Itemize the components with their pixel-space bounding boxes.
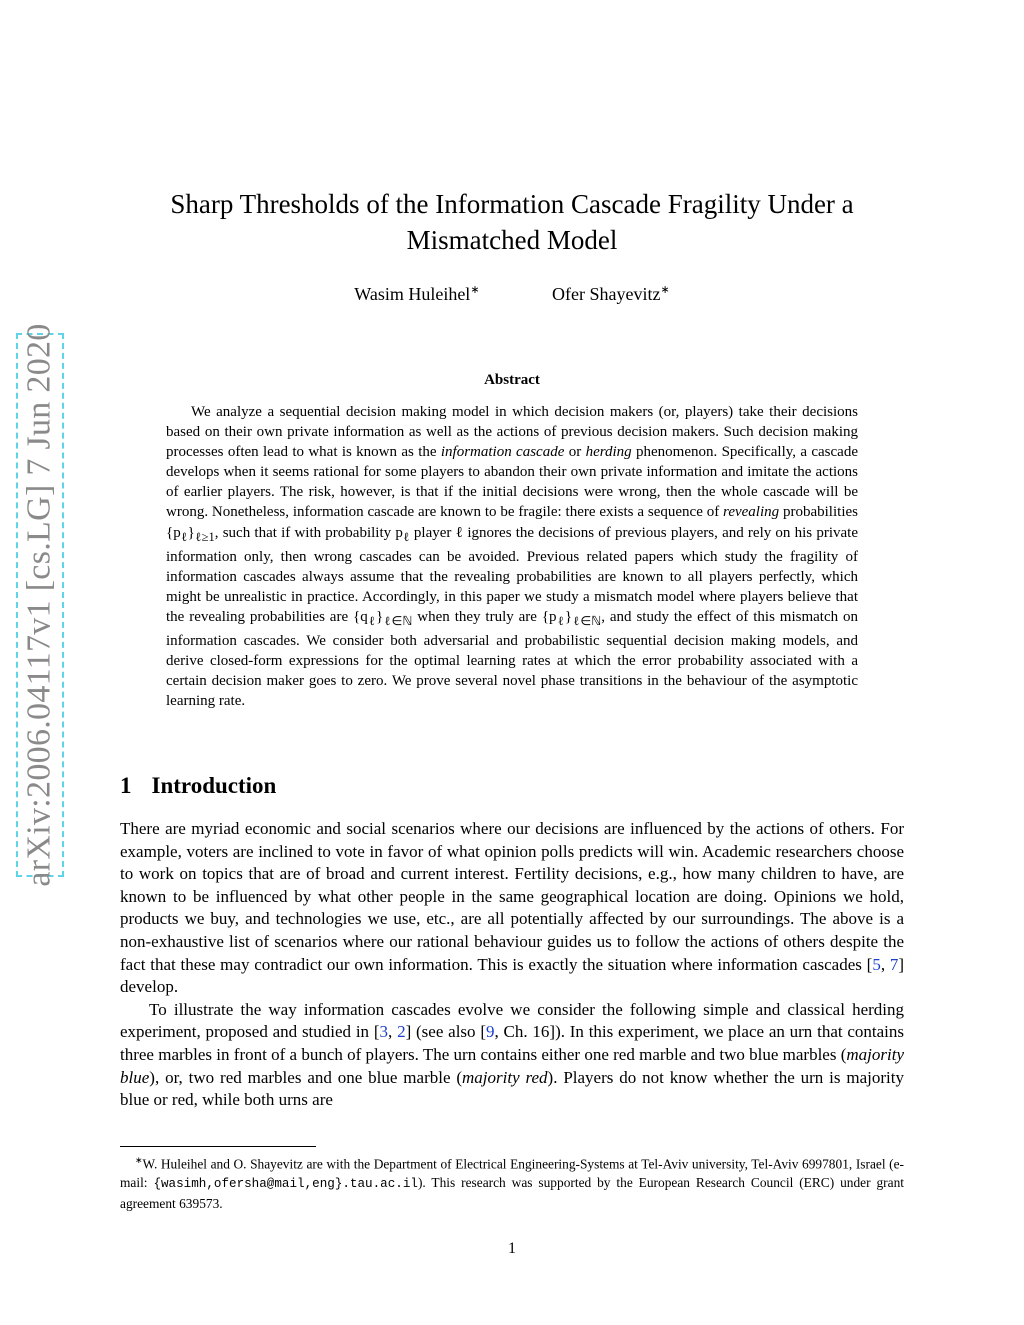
introduction-body: [120, 818, 904, 1112]
footnote: ∗W. Huleihel and O. Shayevitz are with the Department of Electrical Engineering-Systems at Tel-Aviv university, Tel-Aviv 6997801, Israel (e-mail: {wasimh,ofersha@mail,eng}.tau.ac.il). This research was supported by the European Research Council (ERC) under grant agreement 639573.: [120, 1155, 904, 1212]
intro-paragraph-2: To illustrate the way information cascades evolve we consider the following simple and classical herding experiment, proposed and studied in [3, 2] (see also [9, Ch. 16]). In this experiment, we place an urn that contains three marbles in front of a bunch of players. The urn contains either one red marble and two blue marbles (majority blue), or, two red marbles and one blue marble (majority red). Players do not know whether the urn is majority blue or red, while both urns are: [120, 999, 905, 1110]
citation-link[interactable]: 5: [872, 954, 881, 974]
arxiv-identifier: arXiv:2006.04117v1 [cs.LG] 7 Jun 2020: [21, 323, 58, 887]
abstract-heading: Abstract: [484, 372, 540, 388]
author: [552, 283, 670, 305]
email-address: {wasimh,ofersha@mail,eng}.tau.ac.il: [153, 1177, 418, 1192]
paper-title: [120, 186, 904, 258]
section-number: 1: [120, 773, 132, 798]
affiliation-mark: ∗: [470, 284, 480, 296]
footnote-divider: [120, 1146, 316, 1147]
citation-link[interactable]: 3: [379, 1022, 389, 1042]
title-line-2: Mismatched Model: [406, 225, 618, 255]
intro-paragraph-1: There are myriad economic and social scenarios where our decisions are influenced by the actions of others. For example, voters are inclined to vote in favor of what opinion polls predicts will win. Academic researchers choose to work on topics that are of broad and current interest. Fertility decisions, e.g., how many children to have, are known to be influenced by what other people in the same geographical location are doing. Opinions we hold, products we buy, and technologies we use, etc., are all potentially affected by our surroundings. The above is a non-exhaustive list of scenarios where our rational behaviour guides us to follow the actions of others despite the fact that these may contradict our own information. This is exactly the situation where information cascades [5, 7] develop.: [120, 819, 904, 997]
arxiv-stamp: [16, 323, 64, 887]
abstract-text: We analyze a sequential decision making model in which decision makers (or, players) take their decisions based on their own private information as well as the actions of previous decision makers. Such decision making processes often lead to what is known as the information cascade or herding phenomenon. Specifically, a cascade develops when it seems rational for some players to abandon their own private information and imitate the actions of earlier players. The risk, however, is that if the initial decisions were wrong, then the whole cascade will be wrong. Nonetheless, information cascade are known to be fragile: there exists a sequence of revealing probabilities $\{p_\ell\}_{\ell\ge 1}$, such that if with probability $p_\ell$ player ℓ ignores the decisions of previous players, and rely on his private information only, then wrong cascades can be avoided. Previous related papers which study the fragility of information cascades always assume that the revealing probabilities are known to all players perfectly, which might be unrealistic in practice. Accordingly, in this paper we study a mismatch model where players believe that the revealing probabilities are $\{q_\ell\}_{\ell\in ℕ}$ when they truly are $\{p_\ell\}_{\ell\in ℕ}$, and study the effect of this mismatch on information cascades. We consider both adversarial and probabilistic sequential decision making models, and derive closed-form expressions for the optimal learning rates at which the error probability associated with a certain decision maker goes to zero. We prove several novel phase transitions in the behaviour of the asymptotic learning rate.: [166, 404, 859, 710]
citation-link[interactable]: 2: [397, 1022, 406, 1042]
author-list: [120, 283, 904, 305]
page-number: 1: [508, 1240, 516, 1257]
affiliation-mark: ∗: [660, 284, 670, 296]
title-line-1: Sharp Thresholds of the Information Cascade Fragility Under a: [170, 189, 854, 219]
author-name: Ofer Shayevitz: [552, 284, 661, 304]
section-heading: [120, 773, 904, 799]
citation-link[interactable]: 9: [486, 1022, 495, 1042]
author-name: Wasim Huleihel: [354, 284, 471, 304]
section-title: Introduction: [151, 773, 277, 798]
author: [354, 283, 479, 305]
footnote-mark: ∗: [135, 1155, 143, 1165]
citation-link[interactable]: 7: [889, 954, 899, 974]
